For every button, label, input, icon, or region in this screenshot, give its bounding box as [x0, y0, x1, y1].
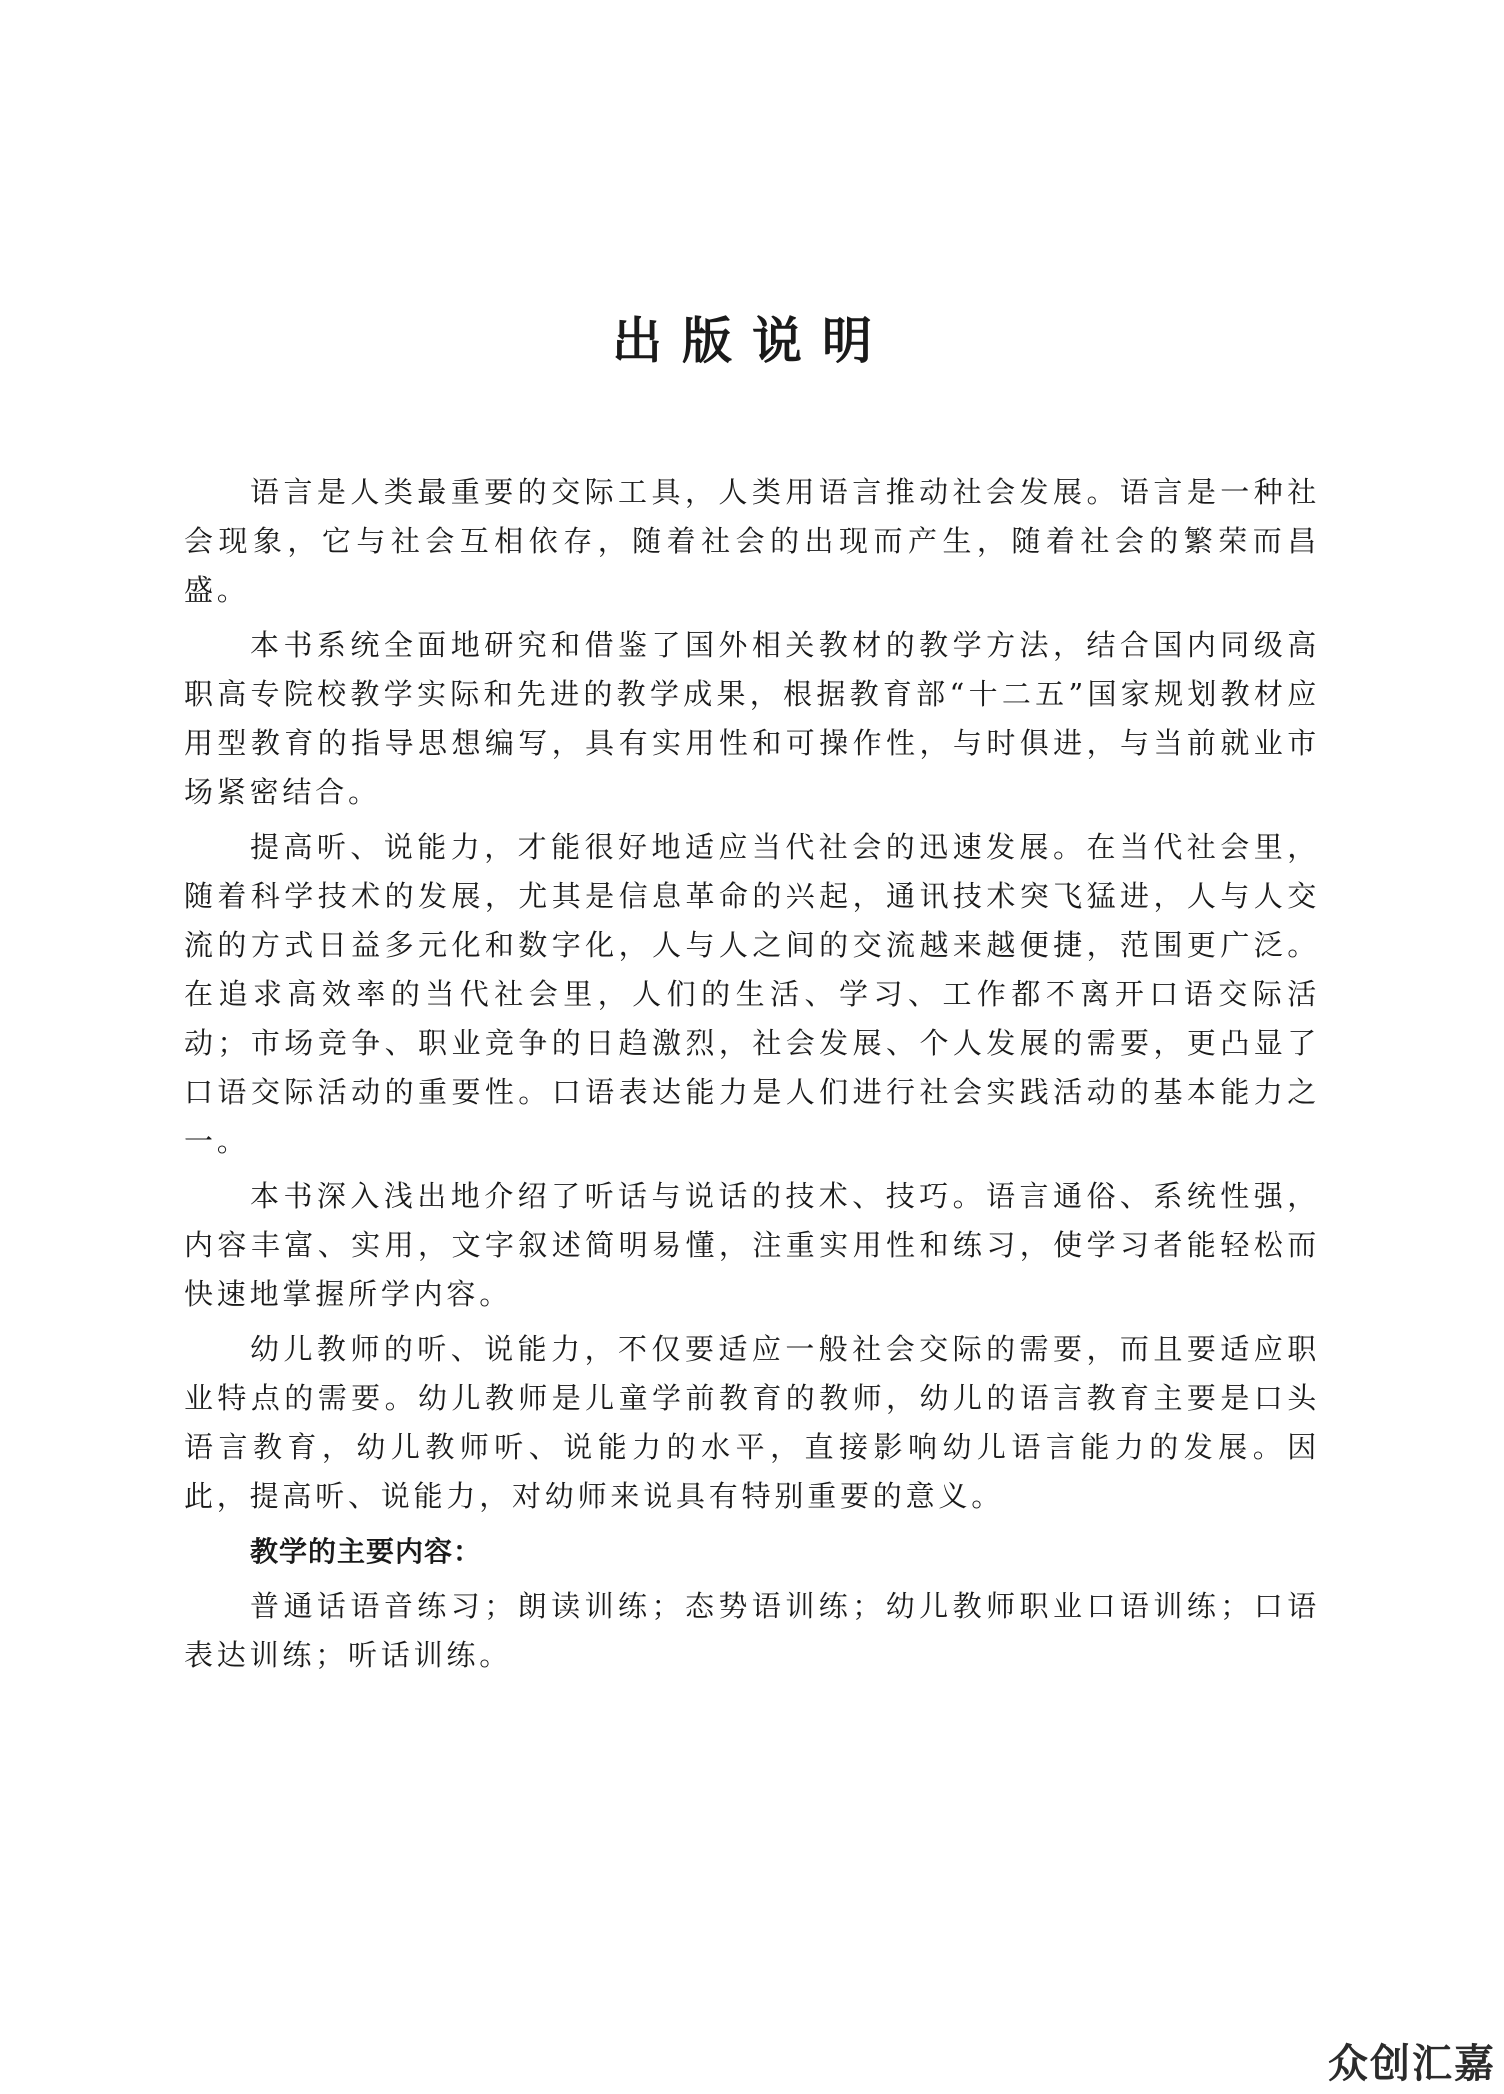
body-text — [184, 468, 1320, 1686]
paragraph-book-content: 本书深入浅出地介绍了听话与说话的技术、技巧。语言通俗、系统性强，内容丰富、实用，文字叙述简明易懂，注重实用性和练习，使学习者能轻松而快速地掌握所学内容。 — [184, 1179, 1320, 1311]
teaching-content-heading: 教学的主要内容： — [250, 1535, 483, 1568]
teaching-content-list: 普通话语音练习；朗读训练；态势语训练；幼儿教师职业口语训练；口语表达训练；听话训练。 — [184, 1589, 1320, 1672]
page-title: 出版说明 — [612, 312, 892, 370]
paragraph-listening-speaking: 提高听、说能力，才能很好地适应当代社会的迅速发展。在当代社会里，随着科学技术的发展，尤其是信息革命的兴起，通讯技术突飞猛进，人与人交流的方式日益多元化和数字化，人与人之间的交流越来越便捷，范围更广泛。在追求高效率的当代社会里，人们的生活、学习、工作都不离开口语交际活动；市场竞争、职业竞争的日趋激烈，社会发展、个人发展的需要，更凸显了口语交际活动的重要性。口语表达能力是人们进行社会实践活动的基本能力之一。 — [184, 830, 1320, 1158]
paragraph-kindergarten-teacher: 幼儿教师的听、说能力，不仅要适应一般社会交际的需要，而且要适应职业特点的需要。幼儿教师是儿童学前教育的教师，幼儿的语言教育主要是口头语言教育，幼儿教师听、说能力的水平，直接影响幼儿语言能力的发展。因此，提高听、说能力，对幼师来说具有特别重要的意义。 — [184, 1332, 1320, 1513]
paragraph-intro: 语言是人类最重要的交际工具，人类用语言推动社会发展。语言是一种社会现象，它与社会互相依存，随着社会的出现而产生，随着社会的繁荣而昌盛。 — [184, 475, 1320, 607]
paragraph-book-method: 本书系统全面地研究和借鉴了国外相关教材的教学方法，结合国内同级高职高专院校教学实际和先进的教学成果，根据教育部“十二五”国家规划教材应用型教育的指导思想编写，具有实用性和可操作性，与时俱进，与当前就业市场紧密结合。 — [184, 628, 1320, 809]
watermark-logo: 众创汇嘉 — [1328, 2041, 1496, 2087]
